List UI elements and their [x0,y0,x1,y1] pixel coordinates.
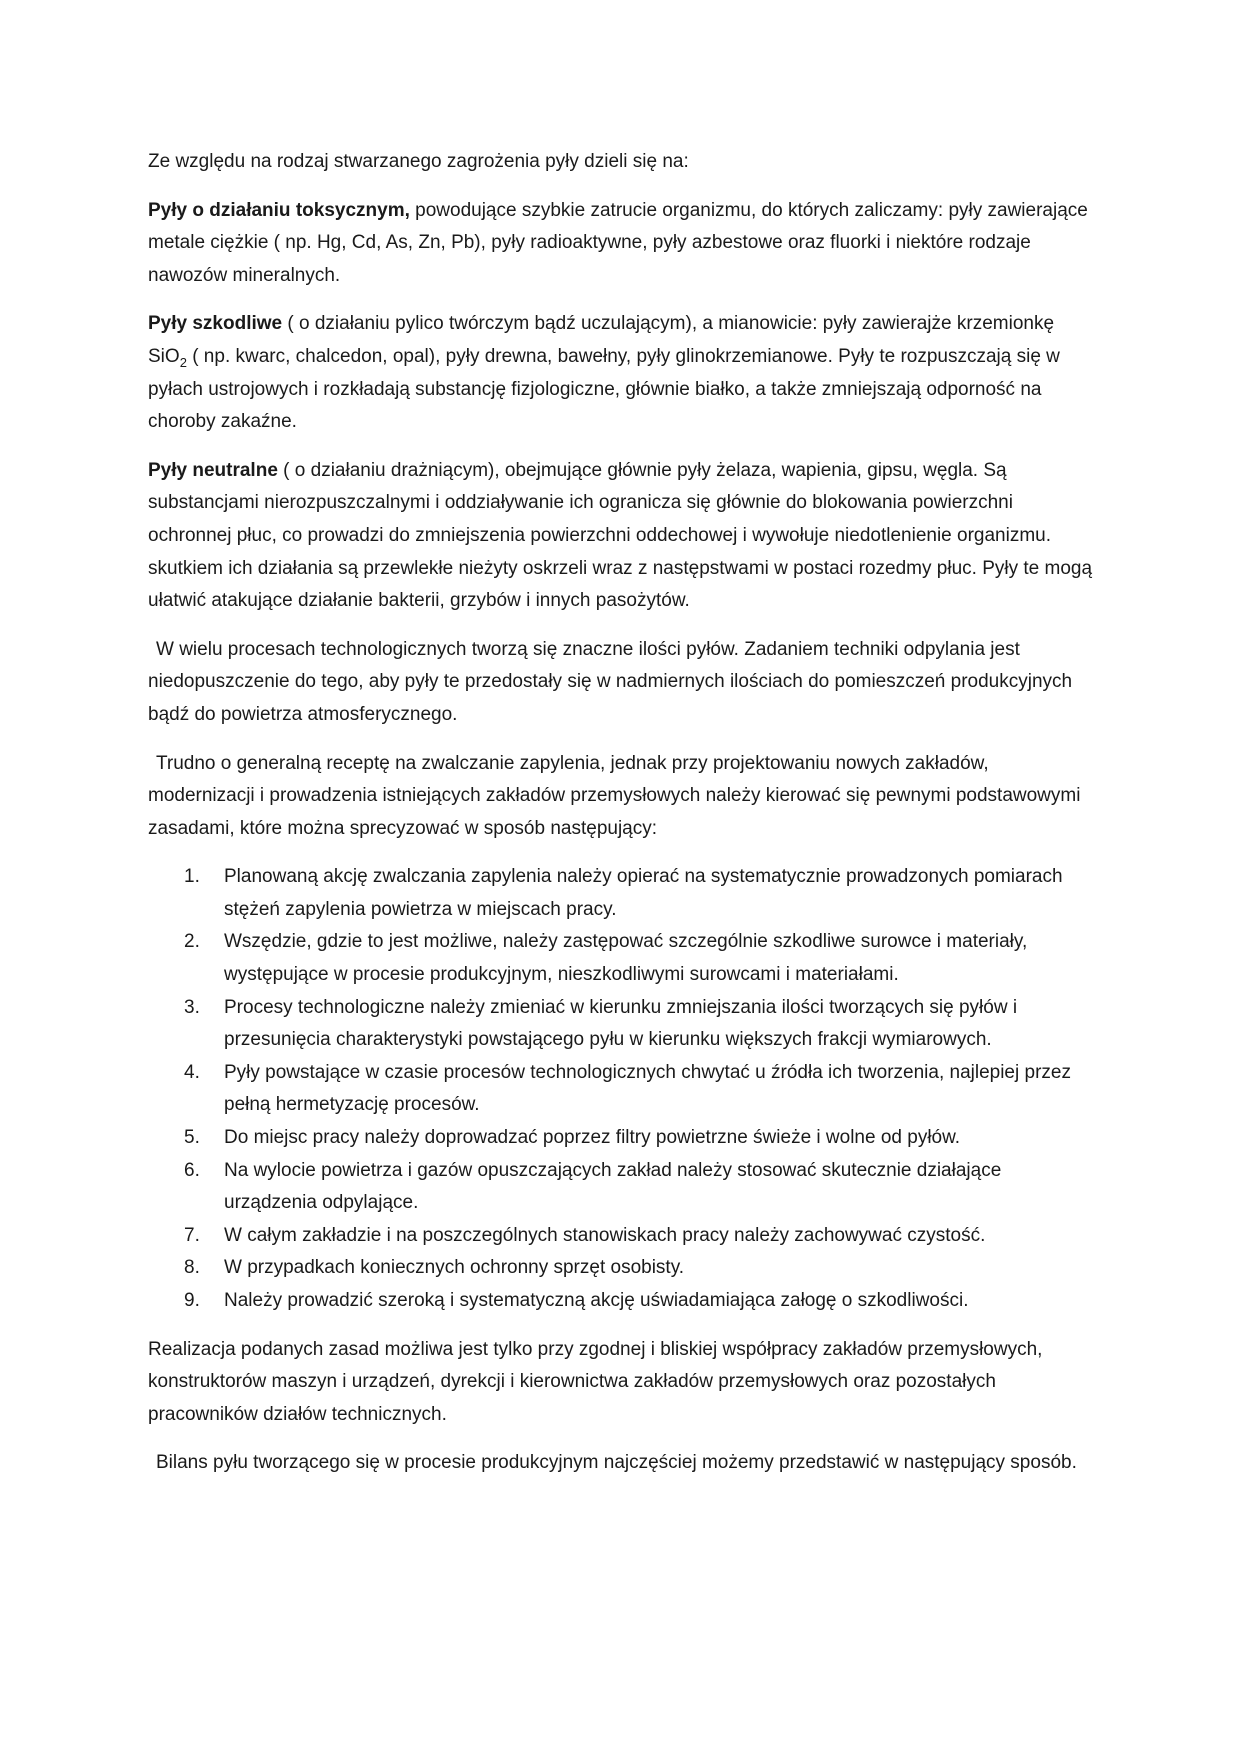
list-item-number: 6. [184,1159,200,1181]
list-item [148,926,1098,991]
list-item [148,1220,1098,1253]
list-item-text: Pyły powstające w czasie procesów technologicznych chwytać u źródła ich tworzenia, najlepiej przez pełną hermetyzację procesów. [224,1061,1071,1116]
list-item-number: 5. [184,1127,200,1149]
list-item [148,1155,1098,1220]
list-item-text: W całym zakładzie i na poszczególnych stanowiskach pracy należy zachowywać czystość. [224,1224,986,1246]
harmful-dust-text-before: ( o działaniu pylico twórczym bądź uczulającym), a mianowicie: pyły zawierajże krzemionkę SiO [148,313,1055,367]
list-item-text: Planowaną akcję zwalczania zapylenia należy opierać na systematycznie prowadzonych pomiarach stężeń zapylenia powietrza w miejscach pracy. [224,866,1063,920]
balance-paragraph: Bilans pyłu tworzącego się w procesie produkcyjnym najczęściej możemy przedstawić w następujący sposób. [156,1452,1077,1474]
neutral-dust-term: Pyły neutralne [148,459,278,481]
list-item-text: Procesy technologiczne należy zmieniać w kierunku zmniejszania ilości tworzących się pyłów i przesunięcia charakterystyki powstającego pyłu w kierunku większych frakcji wymiarowych. [224,996,1018,1051]
list-item-number: 8. [184,1257,200,1279]
toxic-dust-text: powodujące szybkie zatrucie organizmu, do których zaliczamy: pyły zawierające metale ciężkie ( np. Hg, Cd, As, Zn, Pb), pyły radioaktywne, pyły azbestowe oraz fluorki i niektóre rodzaje nawozów mineralnych. [148,199,1088,286]
list-item [148,1285,1098,1318]
list-item [148,1122,1098,1155]
list-item-text: Wszędzie, gdzie to jest możliwe, należy zastępować szczególnie szkodliwe surowce i materiały, występujące w procesie produkcyjnym, nieszkodliwymi surowcami i materiałami. [224,931,1028,986]
list-item [148,992,1098,1057]
harmful-dust-paragraph [148,308,1098,438]
harmful-dust-term: Pyły szkodliwe [148,313,283,335]
list-item [148,1252,1098,1285]
sio2-subscript: 2 [179,354,187,370]
list-item-number: 4. [184,1061,200,1083]
list-item-number: 9. [184,1290,200,1311]
list-item [148,861,1098,926]
toxic-dust-term: Pyły o działaniu toksycznym, [148,199,410,221]
list-item-number: 2. [184,931,200,953]
list-item-number: 1. [184,866,200,888]
neutral-dust-paragraph [148,455,1098,618]
rules-intro-paragraph: Trudno o generalną receptę na zwalczanie zapylenia, jednak przy projektowaniu nowych zakładów, modernizacji i prowadzenia istniejących zakładów przemysłowych należy kierować się pewnymi podstawowymi zasadami, które można sprecyzować w sposób następujący: [148,752,1081,839]
list-item-number: 3. [184,996,200,1018]
list-item-number: 7. [184,1224,200,1246]
list-item-text: Należy prowadzić szeroką i systematyczną akcję uświadamiająca załogę o szkodliwości. [224,1290,969,1311]
harmful-dust-text-after: ( np. kwarc, chalcedon, opal), pyły drewna, bawełny, pyły glinokrzemianowe. Pyły te rozpuszczają się w pyłach ustrojowych i rozkładają substancję fizjologiczne, głównie białko, a także zmniejszają odporność na choroby zakaźne. [148,345,1060,433]
document-page [148,146,1098,1496]
list-item [148,1057,1098,1122]
list-item-text: Na wylocie powietrza i gazów opuszczających zakład należy stosować skutecznie działające urządzenia odpylające. [224,1159,1002,1214]
toxic-dust-paragraph [148,195,1098,293]
list-item-text: Do miejsc pracy należy doprowadzać poprzez filtry powietrzne świeże i wolne od pyłów. [224,1127,961,1149]
neutral-dust-text: ( o działaniu drażniącym), obejmujące głównie pyły żelaza, wapienia, gipsu, węgla. Są substancjami nierozpuszczalnymi i oddziaływanie ich ogranicza się głównie do blokowania powierzchni ochronnej płuc, co prowadzi do zmniejszenia powierzchni oddechowej i wywołuje niedotlenienie organizmu. skutkiem ich działania są przewlekłe nieżyty oskrzeli wraz z następstwami w postaci rozedmy płuc. Pyły te mogą ułatwić atakujące działanie bakterii, grzybów i innych pasożytów. [148,459,1093,612]
realization-paragraph: Realizacja podanych zasad możliwa jest tylko przy zgodnej i bliskiej współpracy zakładów przemysłowych, konstruktorów maszyn i urządzeń, dyrekcji i kierownictwa zakładów przemysłowych oraz pozostałych pracowników działów technicznych. [148,1338,1043,1425]
list-item-text: W przypadkach koniecznych ochronny sprzęt osobisty. [224,1257,685,1279]
rules-list [148,861,1098,1317]
intro-paragraph: Ze względu na rodzaj stwarzanego zagrożenia pyły dzieli się na: [148,151,689,172]
processes-paragraph: W wielu procesach technologicznych tworzą się znaczne ilości pyłów. Zadaniem techniki odpylania jest niedopuszczenie do tego, aby pyły te przedostały się w nadmiernych ilościach do pomieszczeń produkcyjnych bądź do powietrza atmosferycznego. [148,638,1073,725]
